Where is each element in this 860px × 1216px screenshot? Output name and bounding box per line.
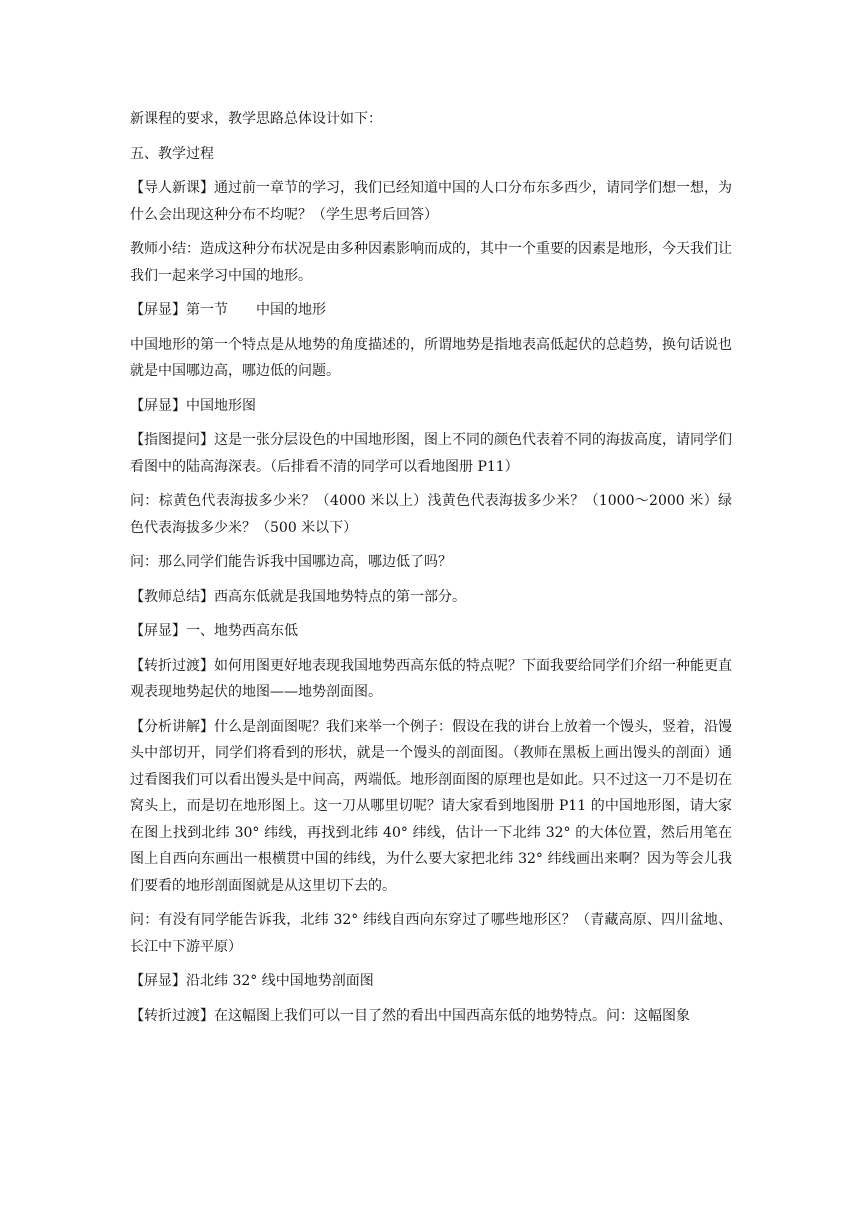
paragraph: 【屏显】一、地势西高东低: [130, 623, 298, 639]
section-heading: 五、教学过程: [130, 145, 214, 162]
paragraph: 问：棕黄色代表海拔多少米？（4000 米以上）浅黄色代表海拔多少米？（1000～2000 米）绿色代表海拔多少米？（500 米以下）: [130, 493, 732, 536]
document-body: [130, 106, 732, 1037]
paragraph: 【指图提问】这是一张分层设色的中国地形图，图上不同的颜色代表着不同的海拔高度，请同学们看图中的陆高海深表。（后排看不清的同学可以看地图册 P11）: [130, 432, 732, 475]
paragraph: 教师小结：造成这种分布状况是由多种因素影响而成的，其中一个重要的因素是地形，今天我们让我们一起来学习中国的地形。: [130, 241, 732, 284]
paragraph: 【屏显】沿北纬 32° 线中国地势剖面图: [130, 973, 374, 989]
paragraph: 中国地形的第一个特点是从地势的角度描述的，所谓地势是指地表高低起伏的总趋势，换句话说也就是中国哪边高，哪边低的问题。: [130, 336, 732, 379]
paragraph: 问：有没有同学能告诉我，北纬 32° 纬线自西向东穿过了哪些地形区？（青藏高原、四川盆地、长江中下游平原）: [130, 912, 732, 955]
paragraph: 新课程的要求，教学思路总体设计如下：: [130, 111, 382, 127]
paragraph: 【导人新课】通过前一章节的学习，我们已经知道中国的人口分布东多西少，请同学们想一想，为什么会出现这种分布不均呢？（学生思考后回答）: [130, 180, 732, 223]
paragraph: 【屏显】第一节 中国的地形: [130, 302, 326, 318]
paragraph: 【教师总结】西高东低就是我国地势特点的第一部分。: [130, 588, 466, 605]
paragraph: 问：那么同学们能告诉我中国哪边高，哪边低了吗？: [130, 554, 452, 570]
paragraph: 【分析讲解】什么是剖面图呢？我们来举一个例子：假设在我的讲台上放着一个馒头，竖着，沿馒头中部切开，同学们将看到的形状，就是一个馒头的剖面图。（教师在黑板上画出馒头的剖面）通过看图我们可以看出馒头是中间高，两端低。地形剖面图的原理也是如此。只不过这一刀不是切在窝头上，而是切在地形图上。这一刀从哪里切呢？请大家看到地图册 P11 的中国地形图，请大家在图上找到北纬 30° 纬线，再找到北纬 40° 纬线，估计一下北纬 32° 的大体位置，然后用笔在图上自西向东画出一根横贯中国的纬线，为什么要大家把北纬 32° 纬线画出来啊？因为等会儿我们要看的地形剖面图就是从这里切下去的。: [130, 718, 732, 894]
paragraph: 【转折过渡】在这幅图上我们可以一目了然的看出中国西高东低的地势特点。问：这幅图象: [130, 1007, 690, 1024]
paragraph: 【屏显】中国地形图: [130, 397, 256, 414]
paragraph: 【转折过渡】如何用图更好地表现我国地势西高东低的特点呢？下面我要给同学们介绍一种能更直观表现地势起伏的地图——地势剖面图。: [130, 657, 732, 700]
